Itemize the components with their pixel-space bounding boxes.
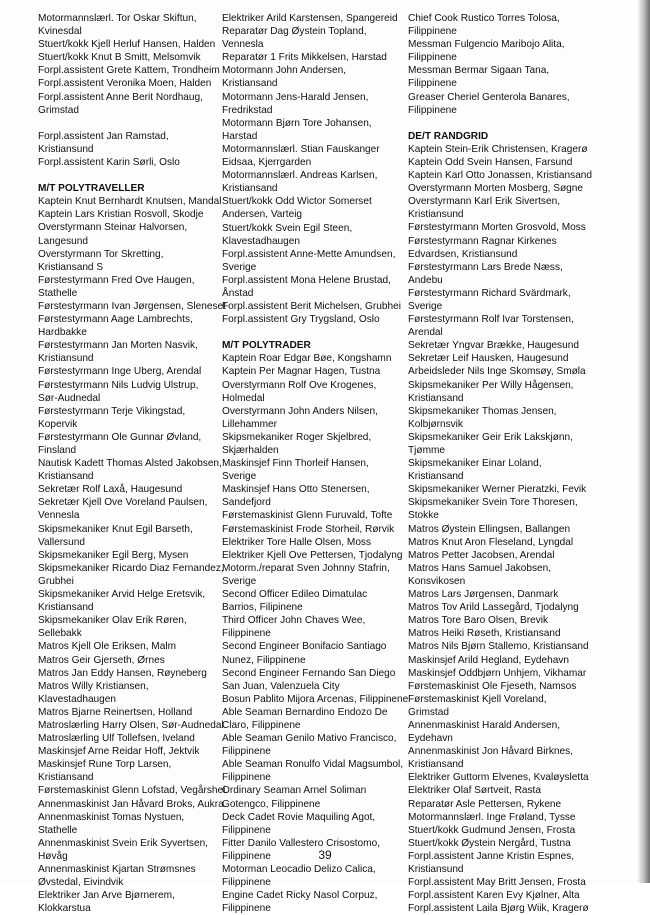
crew-entry-line: Fredrikstad (222, 104, 273, 116)
crew-entry-line: Klokkarstua (38, 903, 91, 915)
crew-entry-line: Matros Hans Samuel Jakobsen, (408, 562, 552, 574)
crew-entry-line: Messman Fulgencio Maribojo Alita, (408, 39, 565, 51)
crew-entry-line: Filippinene (408, 52, 457, 64)
crew-entry-line: Forpl.assistent Berit Michelsen, Grubhei (222, 301, 401, 313)
polytrader-crew-list (222, 352, 409, 915)
crew-entry-line: Sverige (222, 575, 257, 587)
crew-entry-line: Greaser Cheriel Genterola Banares, (408, 91, 570, 103)
crew-entry-line: Førstestyrmann Ivan Jørgensen, Sleneset (38, 300, 226, 312)
crew-entry-line: Forpl.assistent Gry Trygsland, Oslo (222, 314, 380, 326)
crew-entry-line: Førstestyrmann Aage Lambrechts, (38, 314, 193, 326)
crew-entry-line: Maskinsjef Finn Thorleif Hansen, (222, 458, 369, 470)
crew-entry-line: Matros Nils Bjørn Stallemo, Kristiansand (408, 641, 589, 653)
crew-entry-line: Skipsmekaniker Roger Skjelbred, (222, 431, 372, 443)
crew-entry-line: Kristiansand (38, 602, 94, 614)
crew-entry-line: Third Officer John Chaves Wee, (222, 615, 366, 627)
crew-entry-line: Andebu (408, 274, 443, 286)
crew-entry-line: Skipsmekaniker Olav Erik Røren, (38, 615, 187, 627)
crew-entry-line: Stuert/kokk Kjell Herluf Hansen, Halden (38, 39, 216, 51)
crew-entry-line: Kristiansund (38, 353, 94, 365)
crew-entry-line: Øvstedal, Eivindvik (38, 877, 124, 889)
crew-entry-line: Matros Tore Baro Olsen, Brevik (408, 615, 549, 627)
crew-entry-line: Kaptein Stein-Erik Christensen, Kragerø (408, 143, 588, 155)
crew-entry-line: Skipsmekaniker Egil Berg, Mysen (38, 549, 189, 561)
crew-entry-line: Reparatør Asle Pettersen, Rykene (408, 798, 562, 810)
crew-entry-line: Forpl.assistent Veronika Moen, Halden (38, 78, 212, 90)
crew-entry-line: Kristiansand (408, 759, 464, 771)
crew-entry-line: Filippinene (222, 772, 271, 784)
crew-entry-line: Annenmaskinist Svein Erik Syvertsen, (38, 837, 208, 849)
crew-entry-line: Motormannslærl. Andreas Karlsen, (222, 170, 378, 182)
crew-entry-line: Førstemaskinist Glenn Lofstad, Vegårshei (38, 785, 226, 797)
crew-entry-line: Lillehammer (222, 418, 277, 430)
crew-entry-line: Stuert/kokk Knut B Smitt, Melsomvik (38, 52, 201, 64)
crew-entry-line: Førstestyrmann Morten Grosvold, Moss (408, 222, 586, 234)
crew-entry-line: Skipsmekaniker Ricardo Diaz Fernandez, (38, 562, 224, 574)
crew-entry-line: Annenmaskinist Tomas Nystuen, (38, 811, 185, 823)
crew-entry-line: Holmedal (222, 392, 265, 404)
crew-entry-line: Nunez, Filippinene (222, 654, 306, 666)
crew-entry-line: Førstestyrmann Richard Svärdmark, (408, 287, 571, 299)
crew-entry-line: Kristiansand (38, 471, 94, 483)
crew-entry-line: Førstestyrmann Lars Brede Næss, (408, 261, 563, 273)
crew-entry-line: Skipsmekaniker Knut Egil Barseth, (38, 523, 193, 535)
crew-entry-line: Stuert/kokk Odd Wictor Somerset (222, 196, 372, 208)
crew-entry-line: Elektriker Arild Karstensen, Spangereid (222, 13, 398, 24)
crew-entry-line: Konsvikosen (408, 575, 466, 587)
crew-entry-line: Vallersund (38, 536, 85, 548)
crew-entry-line: Kristiansand (38, 772, 94, 784)
crew-entry-line: Skipsmekaniker Einar Loland, (408, 458, 542, 470)
crew-entry-line: Forpl.assistent Laila Bjørg Wiik, Kragerø (408, 903, 589, 915)
blank-line (38, 117, 216, 130)
crew-entry-line: Kristiansand (222, 183, 278, 195)
crew-entry-line: Førstestyrmann Jan Morten Nasvik, (38, 340, 198, 352)
crew-entry-line: Skjærhalden (222, 445, 279, 456)
crew-entry-line: Sekretær Leif Hausken, Haugesund (408, 353, 569, 365)
crew-entry-line: Motormannslærl. Tor Oskar Skiftun, (38, 13, 197, 24)
crew-entry-line: Matros Bjarne Reinertsen, Holland (38, 706, 193, 718)
crew-entry-line: Filippinene (222, 877, 271, 889)
crew-entry-line: Grimstad (408, 706, 449, 718)
crew-entry-line: Claro, Filippinene (222, 719, 301, 731)
crew-entry-line: Stuert/kokk Gudmund Jensen, Frosta (408, 824, 576, 836)
crew-entry-line: Elektriker Kjell Ove Pettersen, Tjodalyng (222, 549, 403, 561)
crew-entry-line: Annenmaskinist Harald Andersen, (408, 719, 561, 731)
crew-entry-line: Sekretær Kjell Ove Voreland Paulsen, (38, 497, 208, 509)
crew-entry-line: Skipsmekaniker Arvid Helge Eretsvik, (38, 589, 206, 601)
crew-entry-line: Motorm./reparat Sven Johnny Stafrin, (222, 562, 390, 574)
crew-entry-line: Barrios, Filipinene (222, 602, 303, 614)
crew-entry-line: Sverige (408, 300, 443, 312)
crew-entry-line: Førstestyrmann Inge Uberg, Arendal (38, 366, 202, 378)
crew-entry-line: Sekretær Rolf Laxå, Haugesund (38, 484, 183, 496)
crew-entry-line: Filippinene (222, 628, 271, 640)
crew-entry-line: Arbeidsleder Nils Inge Skomsøy, Smøla (408, 366, 586, 378)
crew-entry-line: Second Engineer Fernando San Diego (222, 667, 396, 679)
crew-entry-line: Eydehavn (408, 733, 453, 745)
crew-entry-line: Filippinene (222, 903, 271, 915)
crew-entry-line: Ånstad (222, 287, 254, 299)
crew-entry-line: Chief Cook Rustico Torres Tolosa, (408, 13, 560, 24)
crew-entry-line: Matros Petter Jacobsen, Arendal (408, 549, 555, 561)
crew-entry-line: Langesund (38, 235, 88, 247)
crew-entry-line: Able Seaman Bernardino Endozo De (222, 706, 388, 718)
crew-entry-line: Stathelle (38, 287, 78, 299)
crew-entry-line: Maskinsjef Rune Torp Larsen, (38, 759, 172, 771)
crew-entry-line: Nautisk Kadett Thomas Alsted Jakobsen, (38, 458, 222, 470)
page-number: 39 (318, 848, 332, 862)
crew-entry-line: Førstestyrmann Fred Ove Haugen, (38, 274, 195, 286)
crew-entry-line: Messman Bermar Sigaan Tana, (408, 65, 550, 77)
crew-entry-line: Kaptein Roar Edgar Bøe, Kongshamn (222, 353, 392, 365)
crew-entry-line: Vennesla (222, 39, 264, 51)
crew-entry-line: Matroslærling Harry Olsen, Sør-Audnedal (38, 719, 224, 731)
crew-entry-line: Elektriker Jan Arve Bjørnerem, (38, 890, 175, 902)
crew-entry-line: Førstemaskinist Ole Fjeseth, Namsos (408, 680, 577, 692)
crew-entry-line: Gotengco, Filippinene (222, 798, 321, 810)
crew-entry-line: Skipsmekaniker Thomas Jensen, (408, 405, 557, 417)
crew-entry-line: Bosun Pablito Mijora Arcenas, Filippinene (222, 693, 409, 705)
crew-entry-line: Kristiansund (38, 143, 94, 155)
crew-entry-line: Reparatør Dag Øystein Topland, (222, 26, 367, 38)
crew-entry-line: Kristiansund (408, 864, 464, 875)
crew-entry-line: Førstestyrmann Nils Ludvig Ulstrup, (38, 379, 199, 391)
crew-entry-line: Forpl.assistent Karin Sørli, Oslo (38, 157, 180, 169)
column-3-top-entries (408, 12, 630, 117)
crew-entry-line: Overstyrmann Steinar Halvorsen, (38, 222, 188, 234)
crew-entry-line: Forpl.assistent Anne-Mette Amundsen, (222, 248, 396, 260)
crew-entry-line: Kristiansand (408, 471, 464, 483)
crew-entry-line: Harstad (222, 130, 258, 142)
crew-entry-line: Hardbakke (38, 327, 87, 339)
crew-entry-line: Elektriker Olaf Sørtveit, Rasta (408, 785, 541, 797)
crew-entry-line: Kristiansund (408, 209, 464, 221)
crew-entry-line: Edvardsen, Kristiansund (408, 248, 518, 260)
section-heading-polytrader: M/T POLYTRADER (222, 340, 311, 352)
crew-entry-line: Kolbjørnsvik (408, 418, 463, 430)
section-heading-randgrid: DE/T RANDGRID (408, 130, 489, 142)
crew-entry-line: Sverige (222, 261, 257, 273)
crew-entry-line: Kristiansand (408, 392, 464, 404)
crew-entry-line: Maskinsjef Arne Reidar Hoff, Jektvik (38, 746, 200, 758)
crew-entry-line: Førstestyrmann Ragnar Kirkenes (408, 235, 557, 247)
crew-entry-line: Matros Øystein Ellingsen, Ballangen (408, 523, 571, 535)
crew-entry-line: Grimstad (38, 104, 79, 116)
crew-entry-line: Andersen, Varteig (222, 209, 303, 221)
crew-entry-line: Deck Cadet Rovie Maquiling Agot, (222, 811, 376, 823)
crew-entry-line: Kaptein Knut Bernhardt Knutsen, Mandal (38, 196, 222, 208)
page-edge-shadow (638, 0, 650, 883)
crew-entry-line: Kristiansand S (38, 261, 104, 273)
crew-entry-line: Maskinsjef Oddbjørn Unhjem, Vikhamar (408, 667, 587, 679)
polytraveller-crew-list (38, 195, 226, 915)
crew-entry-line: Kopervik (38, 418, 78, 430)
crew-entry-line: Arendal (408, 327, 443, 339)
crew-entry-line: Reparatør 1 Frits Mikkelsen, Harstad (222, 52, 387, 64)
crew-entry-line: Motormannslærl. Inge Frøland, Tysse (408, 811, 576, 823)
crew-entry-line: Elektriker Guttorm Elvenes, Kvaløysletta (408, 772, 589, 784)
crew-entry-line: Filippinene (222, 850, 271, 862)
crew-entry-line: Annenmaskinist Jon Håvard Birknes, (408, 746, 573, 758)
crew-entry-line: Forpl.assistent Anne Berit Nordhaug, (38, 91, 203, 103)
text-column-2 (222, 12, 409, 915)
crew-entry-line: Overstyrmann John Anders Nilsen, (222, 405, 378, 417)
crew-entry-line: Skipsmekaniker Svein Tore Thoresen, (408, 497, 578, 509)
crew-entry-line: Grubhei (38, 575, 74, 587)
crew-entry-line: Forpl.assistent Mona Helene Brustad, (222, 274, 391, 286)
crew-entry-line: Høvåg (38, 850, 68, 862)
crew-entry-line: Stuert/kokk Øystein Nergård, Tustna (408, 837, 571, 849)
crew-entry-line: Stathelle (38, 824, 78, 836)
crew-entry-line: Eidsaa, Kjerrgarden (222, 157, 312, 169)
column-1-top-entries (38, 12, 220, 169)
crew-entry-line: Filippinene (408, 78, 457, 90)
crew-entry-line: Overstyrmann Morten Mosberg, Søgne (408, 183, 584, 195)
crew-entry-line: Matros Kjell Ole Eriksen, Malm (38, 641, 176, 653)
crew-entry-line: Stuert/kokk Svein Egil Steen, (222, 222, 353, 234)
crew-entry-line: Skipsmekaniker Werner Pieratzki, Fevik (408, 484, 587, 496)
crew-entry-line: Førstestyrmann Ole Gunnar Øvland, (38, 431, 202, 443)
crew-entry-line: Overstyrmann Karl Erik Sivertsen, (408, 196, 561, 208)
crew-entry-line: Kaptein Odd Svein Hansen, Farsund (408, 156, 573, 168)
crew-entry-line: Matros Lars Jørgensen, Danmark (408, 589, 559, 601)
crew-entry-line: Kaptein Karl Otto Jonassen, Kristiansand (408, 170, 593, 182)
crew-entry-line: Matros Willy Kristiansen, (38, 680, 149, 692)
text-column-1 (38, 12, 226, 915)
crew-entry-line: Sandefjord (222, 497, 271, 509)
crew-entry-line: Annenmaskinist Kjartan Strømsnes (38, 864, 196, 875)
crew-entry-line: Overstyrmann Tor Skretting, (38, 248, 164, 260)
crew-entry-line: San Juan, Valenzuela City (222, 680, 340, 692)
crew-entry-line: Motormann Jens-Harald Jensen, (222, 91, 369, 103)
crew-entry-line: Motormann Bjørn Tore Johansen, (222, 117, 372, 129)
crew-entry-line: Motormannslærl. Stian Fauskanger (222, 143, 380, 155)
crew-entry-line: Filippinene (222, 746, 271, 758)
crew-entry-line: Forpl.assistent Karen Evy Kjølner, Alta (408, 890, 580, 902)
crew-entry-line: Finsland (38, 445, 77, 456)
crew-entry-line: Matros Heiki Røseth, Kristiansand (408, 628, 561, 640)
crew-entry-line: Skipsmekaniker Per Willy Hågensen, (408, 379, 574, 391)
crew-entry-line: Filippinene (408, 26, 457, 38)
crew-entry-line: Overstyrmann Rolf Ove Krogenes, (222, 379, 377, 391)
crew-entry-line: Sør-Audnedal (38, 392, 101, 404)
crew-entry-line: Førstemaskinist Frode Storheil, Rørvik (222, 523, 395, 535)
crew-entry-line: Forpl.assistent Grete Kattem, Trondheim (38, 65, 220, 77)
crew-entry-line: Forpl.assistent May Britt Jensen, Frosta (408, 877, 586, 889)
crew-entry-line: Førstemaskinist Glenn Furuvald, Tofte (222, 510, 393, 522)
section-heading-polytraveller: M/T POLYTRAVELLER (38, 183, 145, 195)
crew-entry-line: Annenmaskinist Jan Håvard Broks, Aukra (38, 798, 224, 810)
randgrid-crew-list (408, 143, 630, 915)
crew-entry-line: Able Seaman Ronulfo Vidal Magsumbol, (222, 759, 404, 771)
crew-entry-line: Sekretær Yngvar Brække, Haugesund (408, 340, 579, 352)
crew-entry-line: Second Officer Edileo Dimatulac (222, 589, 368, 601)
crew-entry-line: Maskinsjef Hans Otto Stenersen, (222, 484, 370, 496)
crew-entry-line: Førstestyrmann Terje Vikingstad, (38, 405, 186, 417)
crew-entry-line: Sverige (222, 471, 257, 483)
crew-entry-line: Matros Geir Gjerseth, Ørnes (38, 654, 165, 666)
crew-entry-line: Filippinene (408, 104, 457, 116)
crew-entry-line: Matros Knut Aron Fleseland, Lyngdal (408, 536, 574, 548)
crew-entry-line: Vennesla (38, 510, 80, 522)
crew-entry-line: Matroslærling Ulf Tollefsen, Iveland (38, 733, 195, 745)
crew-entry-line: Kaptein Per Magnar Hagen, Tustna (222, 366, 381, 378)
crew-entry-line: Førstemaskinist Kjell Voreland, (408, 693, 547, 705)
crew-entry-line: Forpl.assistent Janne Kristin Espnes, (408, 850, 575, 862)
crew-entry-line: Skipsmekaniker Geir Erik Lakskjønn, (408, 431, 573, 443)
crew-entry-line: Stokke (408, 510, 439, 522)
text-column-3 (408, 12, 630, 915)
crew-entry-line: Klavestadhaugen (38, 693, 117, 705)
crew-entry-line: Forpl.assistent Jan Ramstad, (38, 130, 169, 142)
crew-entry-line: Motormann John Andersen, (222, 65, 347, 77)
crew-entry-line: Tjømme (408, 445, 446, 456)
crew-entry-line: Sellebakk (38, 628, 82, 640)
crew-entry-line: Fitter Danilo Vallestero Crisostomo, (222, 837, 381, 849)
column-2-top-entries (222, 12, 404, 326)
crew-entry-line: Elektriker Tore Halle Olsen, Moss (222, 536, 372, 548)
crew-entry-line: Ordinary Seaman Arnel Soliman (222, 785, 367, 797)
crew-entry-line: Kristiansand (222, 78, 278, 90)
crew-entry-line: Klavestadhaugen (222, 235, 301, 247)
crew-entry-line: Motorman Leocadio Delizo Calica, (222, 864, 376, 875)
crew-entry-line: Maskinsjef Arild Hegland, Eydehavn (408, 654, 570, 666)
crew-entry-line: Matros Jan Eddy Hansen, Røyneberg (38, 667, 207, 679)
crew-entry-line: Filippinene (222, 824, 271, 836)
crew-entry-line: Førstestyrmann Rolf Ivar Torstensen, (408, 314, 574, 326)
crew-entry-line: Engine Cadet Ricky Nasol Corpuz, (222, 890, 378, 902)
crew-entry-line: Kaptein Lars Kristian Rosvoll, Skodje (38, 209, 204, 221)
crew-entry-line: Matros Tov Arild Lassegård, Tjodalyng (408, 602, 579, 614)
crew-entry-line: Kvinesdal (38, 26, 82, 38)
crew-entry-line: Able Seaman Genilo Mativo Francisco, (222, 733, 397, 745)
crew-entry-line: Second Engineer Bonifacio Santiago (222, 641, 387, 653)
